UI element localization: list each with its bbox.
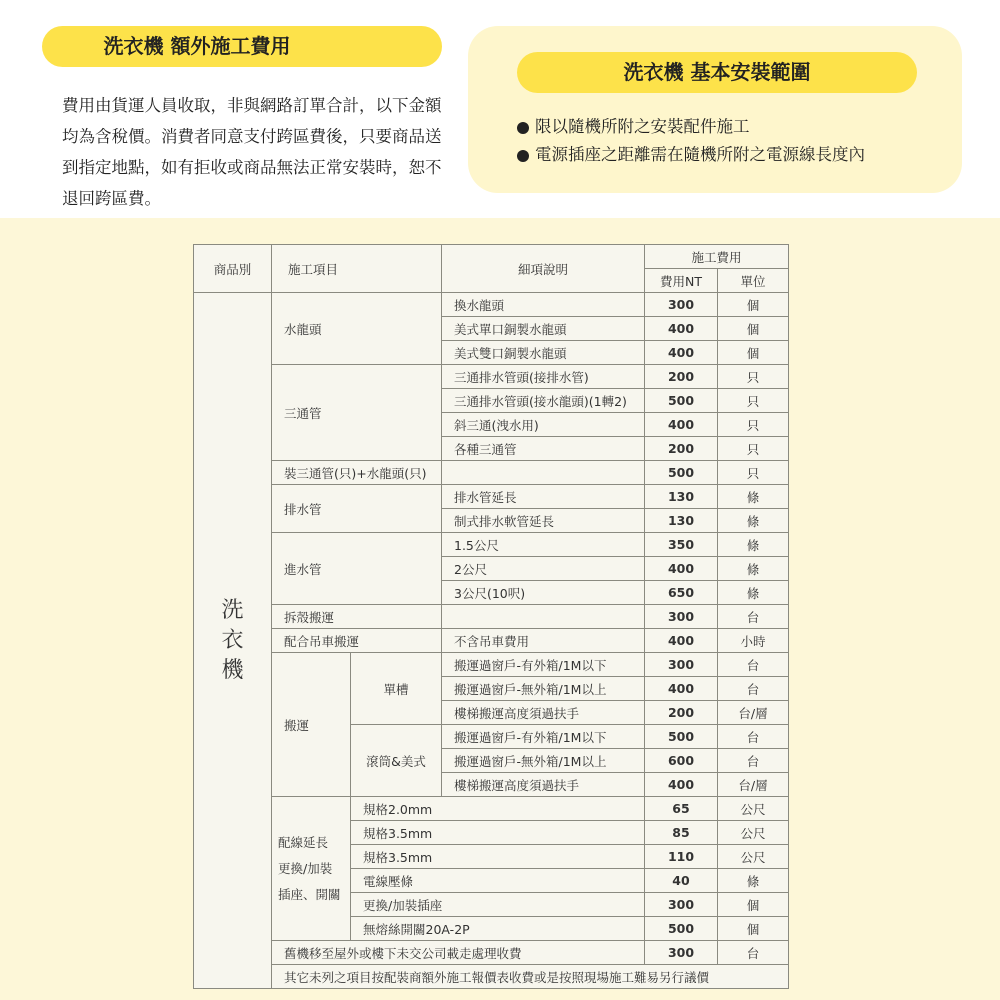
note-cell: 其它未列之項目按配裝商額外施工報價表收費或是按照現場施工難易另行議價 <box>272 965 789 989</box>
detail-cell: 搬運過窗戶-有外箱/1M以下 <box>442 725 645 749</box>
item-cell: 三通管 <box>272 365 442 461</box>
basic-install-list <box>517 113 865 169</box>
table-row <box>194 965 789 989</box>
unit-cell: 條 <box>718 869 789 893</box>
header-item: 施工項目 <box>272 245 442 293</box>
price-cell: 300 <box>645 653 718 677</box>
price-cell: 400 <box>645 629 718 653</box>
unit-cell: 小時 <box>718 629 789 653</box>
detail-cell: 更換/加裝插座 <box>351 893 645 917</box>
bullet-icon <box>517 150 529 162</box>
table-row <box>194 605 789 629</box>
fee-description: 費用由貨運人員收取，非與網路訂單合計，以下金額均為含稅價。消費者同意支付跨區費後，只要商品送到指定地點，如有拒收或商品無法正常安裝時，恕不退回跨區費。 <box>62 96 442 208</box>
unit-cell: 條 <box>718 581 789 605</box>
price-cell: 400 <box>645 677 718 701</box>
detail-cell: 樓梯搬運高度須過扶手 <box>442 773 645 797</box>
item-cell: 進水管 <box>272 533 442 605</box>
price-cell: 650 <box>645 581 718 605</box>
table-row <box>194 941 789 965</box>
unit-cell: 個 <box>718 917 789 941</box>
unit-cell: 台 <box>718 605 789 629</box>
item-cell: 裝三通管(只)+水龍頭(只) <box>272 461 442 485</box>
unit-cell: 台/層 <box>718 773 789 797</box>
item-cell: 配合吊車搬運 <box>272 629 442 653</box>
detail-cell: 搬運過窗戶-有外箱/1M以下 <box>442 653 645 677</box>
item-cell: 水龍頭 <box>272 293 442 365</box>
detail-cell: 3公尺(10呎) <box>442 581 645 605</box>
basic-install-title: 洗衣機 基本安裝範圍 <box>517 52 917 93</box>
fee-table <box>193 244 789 989</box>
table-row <box>194 629 789 653</box>
unit-cell: 公尺 <box>718 797 789 821</box>
header-detail: 細項說明 <box>442 245 645 293</box>
detail-cell: 斜三通(洩水用) <box>442 413 645 437</box>
detail-cell: 規格2.0mm <box>351 797 645 821</box>
detail-cell <box>442 605 645 629</box>
unit-cell: 公尺 <box>718 821 789 845</box>
header-category: 商品別 <box>194 245 272 293</box>
detail-cell: 三通排水管頭(接排水管) <box>442 365 645 389</box>
item-cell: 舊機移至屋外或樓下未交公司載走處理收費 <box>272 941 645 965</box>
item-cell: 單槽 <box>351 653 442 725</box>
bullet-item <box>517 141 865 169</box>
price-cell: 400 <box>645 557 718 581</box>
bullet-text: 限以隨機所附之安裝配件施工 <box>535 117 750 136</box>
extra-fee-title: 洗衣機 額外施工費用 <box>42 26 442 67</box>
bullet-icon <box>517 122 529 134</box>
price-cell: 200 <box>645 437 718 461</box>
unit-cell: 台 <box>718 941 789 965</box>
detail-cell: 各種三通管 <box>442 437 645 461</box>
item-cell: 滾筒&美式 <box>351 725 442 797</box>
unit-cell: 只 <box>718 365 789 389</box>
unit-cell: 條 <box>718 485 789 509</box>
price-cell: 500 <box>645 725 718 749</box>
unit-cell: 台 <box>718 725 789 749</box>
header-price: 費用NT <box>645 269 718 293</box>
detail-cell: 三通排水管頭(接水龍頭)(1轉2) <box>442 389 645 413</box>
unit-cell: 只 <box>718 413 789 437</box>
detail-cell: 制式排水軟管延長 <box>442 509 645 533</box>
unit-cell: 條 <box>718 509 789 533</box>
price-cell: 130 <box>645 485 718 509</box>
price-cell: 130 <box>645 509 718 533</box>
price-cell: 500 <box>645 917 718 941</box>
detail-cell: 1.5公尺 <box>442 533 645 557</box>
unit-cell: 公尺 <box>718 845 789 869</box>
bullet-text: 電源插座之距離需在隨機所附之電源線長度內 <box>535 145 865 164</box>
unit-cell: 個 <box>718 293 789 317</box>
table-row <box>194 461 789 485</box>
price-cell: 400 <box>645 341 718 365</box>
unit-cell: 個 <box>718 317 789 341</box>
category-cell: 洗 衣 機 <box>194 293 272 989</box>
unit-cell: 只 <box>718 437 789 461</box>
price-cell: 350 <box>645 533 718 557</box>
detail-cell: 2公尺 <box>442 557 645 581</box>
price-cell: 400 <box>645 317 718 341</box>
header-fee: 施工費用 <box>645 245 789 269</box>
table-row <box>194 653 789 677</box>
unit-cell: 條 <box>718 557 789 581</box>
detail-cell: 樓梯搬運高度須過扶手 <box>442 701 645 725</box>
table-header-row <box>194 245 789 269</box>
price-cell: 400 <box>645 413 718 437</box>
price-cell: 500 <box>645 389 718 413</box>
price-cell: 200 <box>645 701 718 725</box>
detail-cell: 美式單口銅製水龍頭 <box>442 317 645 341</box>
item-cell: 拆殼搬運 <box>272 605 442 629</box>
unit-cell: 條 <box>718 533 789 557</box>
unit-cell: 台 <box>718 653 789 677</box>
price-cell: 500 <box>645 461 718 485</box>
price-cell: 300 <box>645 605 718 629</box>
item-cell: 搬運 <box>272 653 351 797</box>
detail-cell: 排水管延長 <box>442 485 645 509</box>
table-row <box>194 797 789 821</box>
detail-cell: 不含吊車費用 <box>442 629 645 653</box>
detail-cell: 搬運過窗戶-無外箱/1M以上 <box>442 677 645 701</box>
price-cell: 600 <box>645 749 718 773</box>
price-cell: 300 <box>645 941 718 965</box>
unit-cell: 個 <box>718 341 789 365</box>
unit-cell: 個 <box>718 893 789 917</box>
detail-cell: 換水龍頭 <box>442 293 645 317</box>
table-row <box>194 293 789 317</box>
table-row <box>194 365 789 389</box>
price-cell: 85 <box>645 821 718 845</box>
item-cell: 配線延長 更換/加裝 插座、開關 <box>272 797 351 941</box>
detail-cell: 無熔絲開關20A-2P <box>351 917 645 941</box>
price-cell: 300 <box>645 893 718 917</box>
detail-cell: 美式雙口銅製水龍頭 <box>442 341 645 365</box>
detail-cell: 搬運過窗戶-無外箱/1M以上 <box>442 749 645 773</box>
price-cell: 300 <box>645 293 718 317</box>
price-cell: 65 <box>645 797 718 821</box>
detail-cell: 規格3.5mm <box>351 845 645 869</box>
table-row <box>194 533 789 557</box>
price-cell: 110 <box>645 845 718 869</box>
unit-cell: 只 <box>718 461 789 485</box>
price-cell: 200 <box>645 365 718 389</box>
price-cell: 40 <box>645 869 718 893</box>
header-unit: 單位 <box>718 269 789 293</box>
detail-cell <box>442 461 645 485</box>
bullet-item <box>517 113 865 141</box>
unit-cell: 台 <box>718 677 789 701</box>
item-cell: 排水管 <box>272 485 442 533</box>
unit-cell: 只 <box>718 389 789 413</box>
unit-cell: 台/層 <box>718 701 789 725</box>
price-cell: 400 <box>645 773 718 797</box>
unit-cell: 台 <box>718 749 789 773</box>
detail-cell: 規格3.5mm <box>351 821 645 845</box>
table-row <box>194 485 789 509</box>
detail-cell: 電線壓條 <box>351 869 645 893</box>
